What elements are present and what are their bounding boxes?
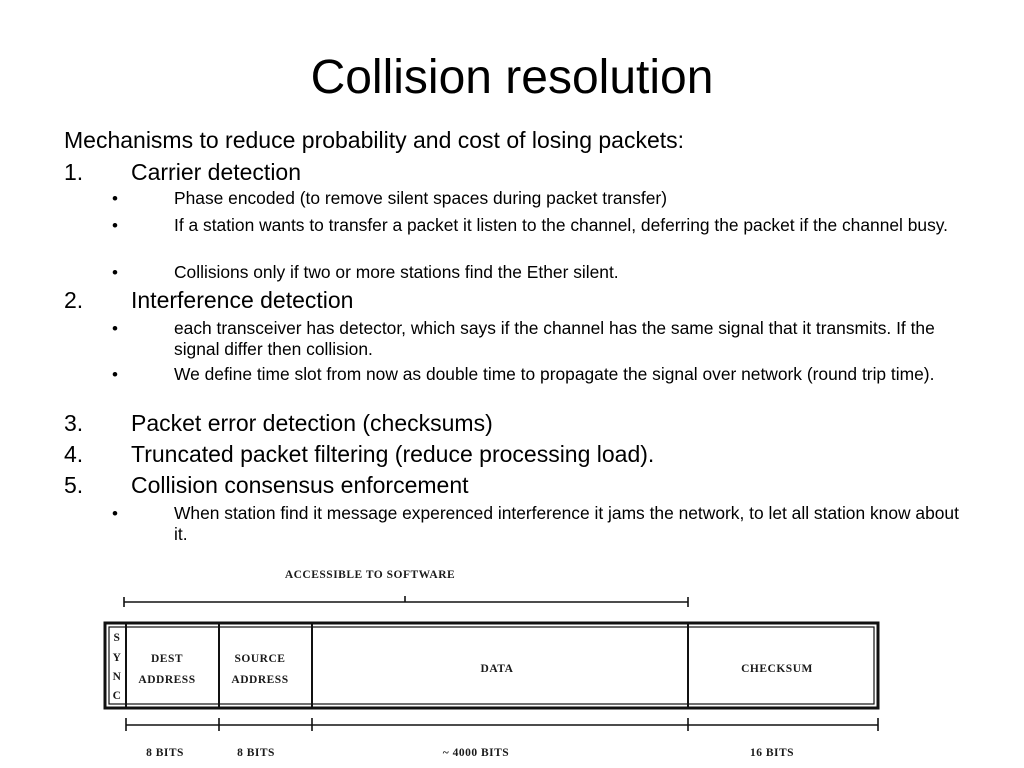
sub-item: each transceiver has detector, which says if the channel has the same signal that it transmits. If the signal differ then collision. xyxy=(174,318,935,359)
sub-item: Phase encoded (to remove silent spaces during packet transfer) xyxy=(174,188,668,208)
bullet-glyph: • xyxy=(112,216,118,235)
bits-label: ~ 4000 BITS xyxy=(442,747,510,759)
bullet-glyph: • xyxy=(112,365,118,384)
sync-letter: C xyxy=(112,690,122,702)
packet-format-diagram xyxy=(0,555,1024,768)
slide-title: Collision resolution xyxy=(310,51,714,104)
bits-label: 8 BITS xyxy=(237,747,275,759)
item-interference-detection: Interference detection xyxy=(131,287,354,313)
sub-item: We define time slot from now as double time to propagate the signal over network (round trip time). xyxy=(174,364,935,384)
intro-text: Mechanisms to reduce probability and cost of losing packets: xyxy=(64,127,685,153)
item-number: 5. xyxy=(64,472,84,498)
sub-item: If a station wants to transfer a packet it listen to the channel, deferring the packet if the channel busy. xyxy=(174,215,949,235)
item-truncated-packet-filtering: Truncated packet filtering (reduce processing load). xyxy=(131,441,655,467)
item-number: 4. xyxy=(64,441,84,467)
checksum-label: CHECKSUM xyxy=(741,663,813,675)
bullet-glyph: • xyxy=(112,319,118,338)
bits-label: 16 BITS xyxy=(749,747,795,759)
sync-letter: Y xyxy=(112,652,122,664)
sync-letter: N xyxy=(112,671,122,683)
item-carrier-detection: Carrier detection xyxy=(131,159,302,185)
item-number: 3. xyxy=(64,410,84,436)
item-collision-consensus: Collision consensus enforcement xyxy=(131,472,469,498)
data-label: DATA xyxy=(480,663,514,675)
accessible-label: ACCESSIBLE TO SOFTWARE xyxy=(284,569,456,581)
bullet-glyph: • xyxy=(112,504,118,523)
item-packet-error-detection: Packet error detection (checksums) xyxy=(131,410,493,436)
dest-label: DEST xyxy=(150,653,184,665)
item-number: 2. xyxy=(64,287,84,313)
source-label: ADDRESS xyxy=(231,674,289,686)
source-label: SOURCE xyxy=(234,653,286,665)
sync-letter: S xyxy=(113,632,121,644)
bullet-glyph: • xyxy=(112,263,118,282)
bits-label: 8 BITS xyxy=(146,747,184,759)
sub-item: When station find it message experenced interference it jams the network, to let all station know about it. xyxy=(174,503,959,544)
sub-item: Collisions only if two or more stations find the Ether silent. xyxy=(174,262,619,282)
dest-label: ADDRESS xyxy=(138,674,196,686)
bullet-glyph: • xyxy=(112,189,118,208)
item-number: 1. xyxy=(64,159,84,185)
